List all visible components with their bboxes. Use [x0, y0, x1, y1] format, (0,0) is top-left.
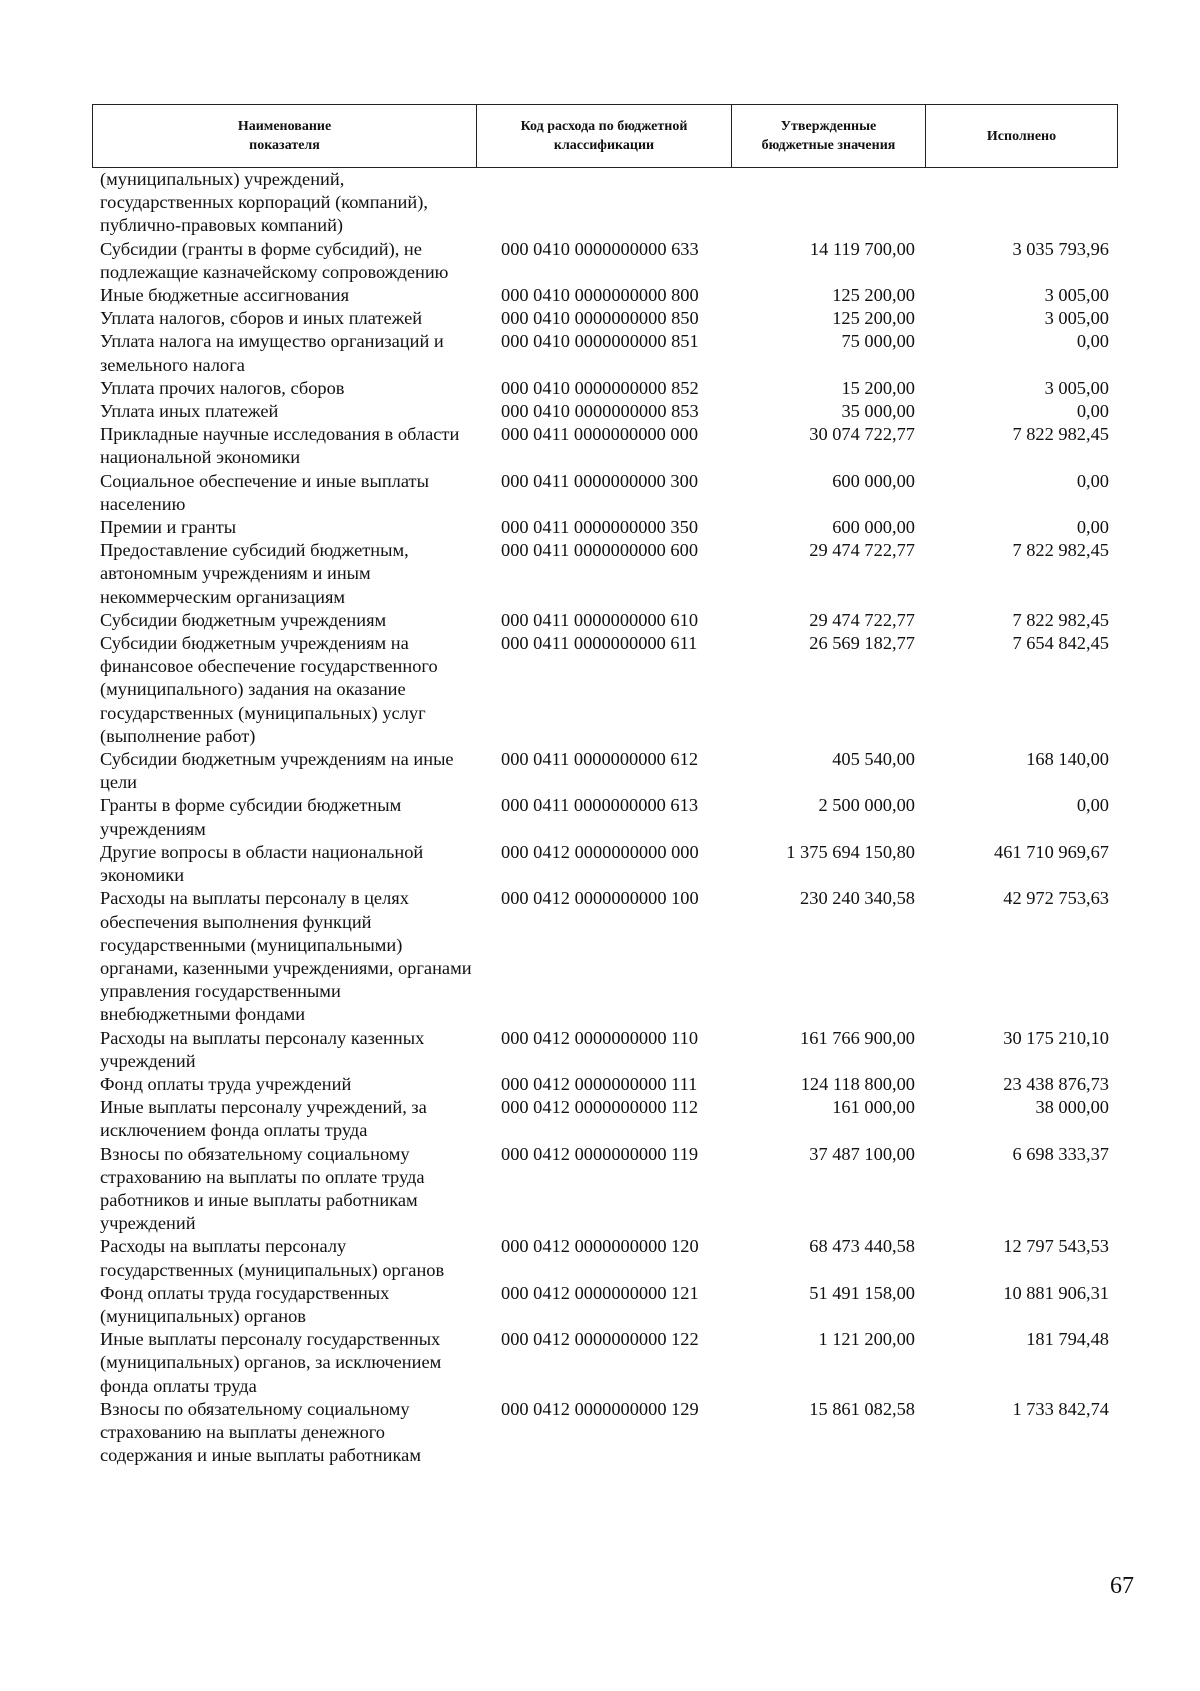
row-code: 000 0412 0000000000 122 — [501, 1329, 699, 1350]
row-name: Другие вопросы в области национальной экономики — [100, 841, 424, 886]
row-executed: 7 822 982,45 — [1012, 540, 1109, 561]
row-approved: 125 200,00 — [832, 285, 915, 306]
row-code: 000 0410 0000000000 800 — [501, 285, 699, 306]
row-name: Субсидии бюджетным учреждениям — [100, 609, 387, 630]
row-approved: 51 491 158,00 — [809, 1282, 915, 1303]
row-code: 000 0411 0000000000 611 — [501, 633, 698, 654]
row-executed: 42 972 753,63 — [1003, 888, 1109, 909]
header-approved: Утвержденные бюджетные значения — [732, 105, 926, 168]
row-code: 000 0412 0000000000 121 — [501, 1282, 699, 1303]
row-code: 000 0410 0000000000 850 — [501, 308, 699, 329]
row-code: 000 0411 0000000000 350 — [501, 517, 699, 538]
table-row — [92, 423, 1117, 469]
row-executed: 3 005,00 — [1044, 308, 1109, 329]
page-number: 67 — [1110, 1573, 1134, 1599]
table-row — [92, 609, 1117, 632]
row-executed: 6 698 333,37 — [1012, 1143, 1109, 1164]
row-executed: 7 654 842,45 — [1012, 633, 1109, 654]
row-name: Гранты в форме субсидии бюджетным учреждениям — [100, 795, 402, 839]
row-name: Расходы на выплаты персоналу государственных (муниципальных) органов — [100, 1236, 445, 1280]
row-approved: 29 474 722,77 — [809, 609, 915, 630]
row-code: 000 0412 0000000000 111 — [501, 1073, 698, 1094]
row-name: Иные выплаты персоналу государственных (муниципальных) органов, за исключением фонда оплаты труда — [100, 1329, 442, 1396]
header-executed: Исполнено — [926, 105, 1118, 168]
table-row — [92, 539, 1117, 609]
table-row — [92, 307, 1117, 330]
row-executed: 3 005,00 — [1044, 285, 1109, 306]
row-code: 000 0412 0000000000 110 — [501, 1027, 699, 1048]
row-approved: 68 473 440,58 — [809, 1236, 915, 1257]
row-executed: 0,00 — [1076, 795, 1109, 816]
row-approved: 2 500 000,00 — [818, 795, 915, 816]
row-executed: 0,00 — [1076, 401, 1109, 422]
budget-table — [92, 168, 1117, 1467]
row-approved: 37 487 100,00 — [809, 1143, 915, 1164]
row-approved: 230 240 340,58 — [800, 888, 915, 909]
table-row — [92, 168, 1117, 238]
row-name: Взносы по обязательному социальному страхованию на выплаты по оплате труда работников и иные выплаты работникам учреждений — [100, 1143, 425, 1234]
row-name: Фонд оплаты труда учреждений — [100, 1073, 352, 1094]
row-approved: 600 000,00 — [832, 517, 915, 538]
row-name: Иные выплаты персоналу учреждений, за исключением фонда оплаты труда — [100, 1097, 427, 1141]
row-executed: 0,00 — [1076, 331, 1109, 352]
row-name: Уплата налогов, сборов и иных платежей — [100, 308, 423, 329]
row-name: Уплата иных платежей — [100, 401, 279, 422]
row-code: 000 0412 0000000000 119 — [501, 1143, 699, 1164]
row-code: 000 0410 0000000000 853 — [501, 401, 699, 422]
header-name: Наименование показателя — [93, 105, 477, 168]
table-row — [92, 377, 1117, 400]
row-name: Уплата налога на имущество организаций и земельного налога — [100, 331, 444, 375]
row-approved: 15 861 082,58 — [809, 1398, 915, 1419]
row-code: 000 0410 0000000000 852 — [501, 377, 699, 398]
table-row — [92, 330, 1117, 376]
row-executed: 1 733 842,74 — [1012, 1398, 1109, 1419]
header-row — [93, 105, 1118, 168]
table-row — [92, 1328, 1117, 1398]
row-name: Расходы на выплаты персоналу казенных учреждений — [100, 1027, 425, 1071]
row-code: 000 0410 0000000000 633 — [501, 238, 699, 259]
row-executed: 181 794,48 — [1026, 1329, 1109, 1350]
row-name: Социальное обеспечение и иные выплаты населению — [100, 470, 429, 514]
header-code: Код расхода по бюджетной классификации — [477, 105, 732, 168]
table-row — [92, 1235, 1117, 1281]
row-name: Субсидии бюджетным учреждениям на иные цели — [100, 749, 454, 793]
row-executed: 168 140,00 — [1026, 749, 1109, 770]
row-code: 000 0411 0000000000 610 — [501, 609, 699, 630]
row-executed: 7 822 982,45 — [1012, 424, 1109, 445]
table-row — [92, 284, 1117, 307]
table-row — [92, 1143, 1117, 1236]
row-code: 000 0412 0000000000 112 — [501, 1097, 699, 1118]
row-executed: 10 881 906,31 — [1003, 1282, 1109, 1303]
row-code: 000 0411 0000000000 613 — [501, 795, 699, 816]
row-executed: 0,00 — [1076, 470, 1109, 491]
row-approved: 30 074 722,77 — [809, 424, 915, 445]
row-name: Субсидии (гранты в форме субсидий), не подлежащие казначейскому сопровождению — [100, 238, 449, 282]
row-executed: 23 438 876,73 — [1003, 1073, 1109, 1094]
row-executed: 0,00 — [1076, 517, 1109, 538]
row-approved: 14 119 700,00 — [809, 238, 915, 259]
row-name: Уплата прочих налогов, сборов — [100, 377, 345, 398]
row-approved: 600 000,00 — [832, 470, 915, 491]
table-row — [92, 400, 1117, 423]
table-row — [92, 470, 1117, 516]
row-approved: 125 200,00 — [832, 308, 915, 329]
row-approved: 15 200,00 — [841, 377, 915, 398]
table-row — [92, 632, 1117, 748]
row-executed: 12 797 543,53 — [1003, 1236, 1109, 1257]
row-approved — [731, 168, 925, 238]
row-name: Фонд оплаты труда государственных (муниципальных) органов — [100, 1282, 390, 1326]
table-body — [92, 168, 1117, 1467]
row-code: 000 0411 0000000000 600 — [501, 540, 699, 561]
row-code: 000 0411 0000000000 300 — [501, 470, 699, 491]
row-name: (муниципальных) учреждений, государственных корпораций (компаний), публично-правовых компаний) — [100, 169, 428, 236]
row-name: Иные бюджетные ассигнования — [100, 285, 350, 306]
row-approved: 29 474 722,77 — [809, 540, 915, 561]
table-row — [92, 1096, 1117, 1142]
row-name: Расходы на выплаты персоналу в целях обеспечения выполнения функций государственными (муниципальными) органами, казенными учреждениями, органами управления государственными внебюджетными фондами — [100, 888, 472, 1025]
row-approved: 124 118 800,00 — [800, 1073, 915, 1094]
table-row — [92, 1282, 1117, 1328]
row-approved: 1 375 694 150,80 — [786, 841, 915, 862]
row-code: 000 0412 0000000000 100 — [501, 888, 699, 909]
row-name: Предоставление субсидий бюджетным, автономным учреждениям и иным некоммерческим организациям — [100, 540, 409, 607]
row-code: 000 0412 0000000000 120 — [501, 1236, 699, 1257]
row-code: 000 0411 0000000000 612 — [501, 749, 699, 770]
table-row — [92, 1398, 1117, 1468]
row-executed: 461 710 969,67 — [994, 841, 1109, 862]
row-code: 000 0411 0000000000 000 — [501, 424, 699, 445]
row-executed: 30 175 210,10 — [1003, 1027, 1109, 1048]
row-executed: 38 000,00 — [1035, 1097, 1109, 1118]
row-approved: 35 000,00 — [841, 401, 915, 422]
row-name: Взносы по обязательному социальному страхованию на выплаты денежного содержания и иные выплаты работникам — [100, 1398, 421, 1466]
table-row — [92, 794, 1117, 840]
row-approved: 161 000,00 — [832, 1097, 915, 1118]
table-row — [92, 1073, 1117, 1096]
row-name: Прикладные научные исследования в области национальной экономики — [100, 424, 460, 468]
table-row — [92, 887, 1117, 1026]
row-executed: 3 035 793,96 — [1012, 238, 1109, 259]
row-code: 000 0410 0000000000 851 — [501, 331, 699, 352]
table-row — [92, 1027, 1117, 1073]
row-approved: 75 000,00 — [841, 331, 915, 352]
row-name: Премии и гранты — [100, 517, 237, 538]
table-row — [92, 516, 1117, 539]
row-code: 000 0412 0000000000 129 — [501, 1398, 699, 1419]
table-row — [92, 748, 1117, 794]
row-executed — [925, 168, 1117, 238]
table-row — [92, 841, 1117, 887]
row-approved: 26 569 182,77 — [809, 633, 915, 654]
table-header — [92, 104, 1118, 168]
row-code: 000 0412 0000000000 000 — [501, 841, 699, 862]
row-name: Субсидии бюджетным учреждениям на финансовое обеспечение государственного (муниципального) задания на оказание государственных (муниципальных) услуг (выполнение работ) — [100, 633, 438, 746]
row-approved: 1 121 200,00 — [818, 1329, 915, 1350]
row-executed: 3 005,00 — [1044, 377, 1109, 398]
row-approved: 161 766 900,00 — [800, 1027, 915, 1048]
row-executed: 7 822 982,45 — [1012, 609, 1109, 630]
table-row — [92, 238, 1117, 284]
row-code — [476, 168, 731, 238]
row-approved: 405 540,00 — [832, 749, 915, 770]
